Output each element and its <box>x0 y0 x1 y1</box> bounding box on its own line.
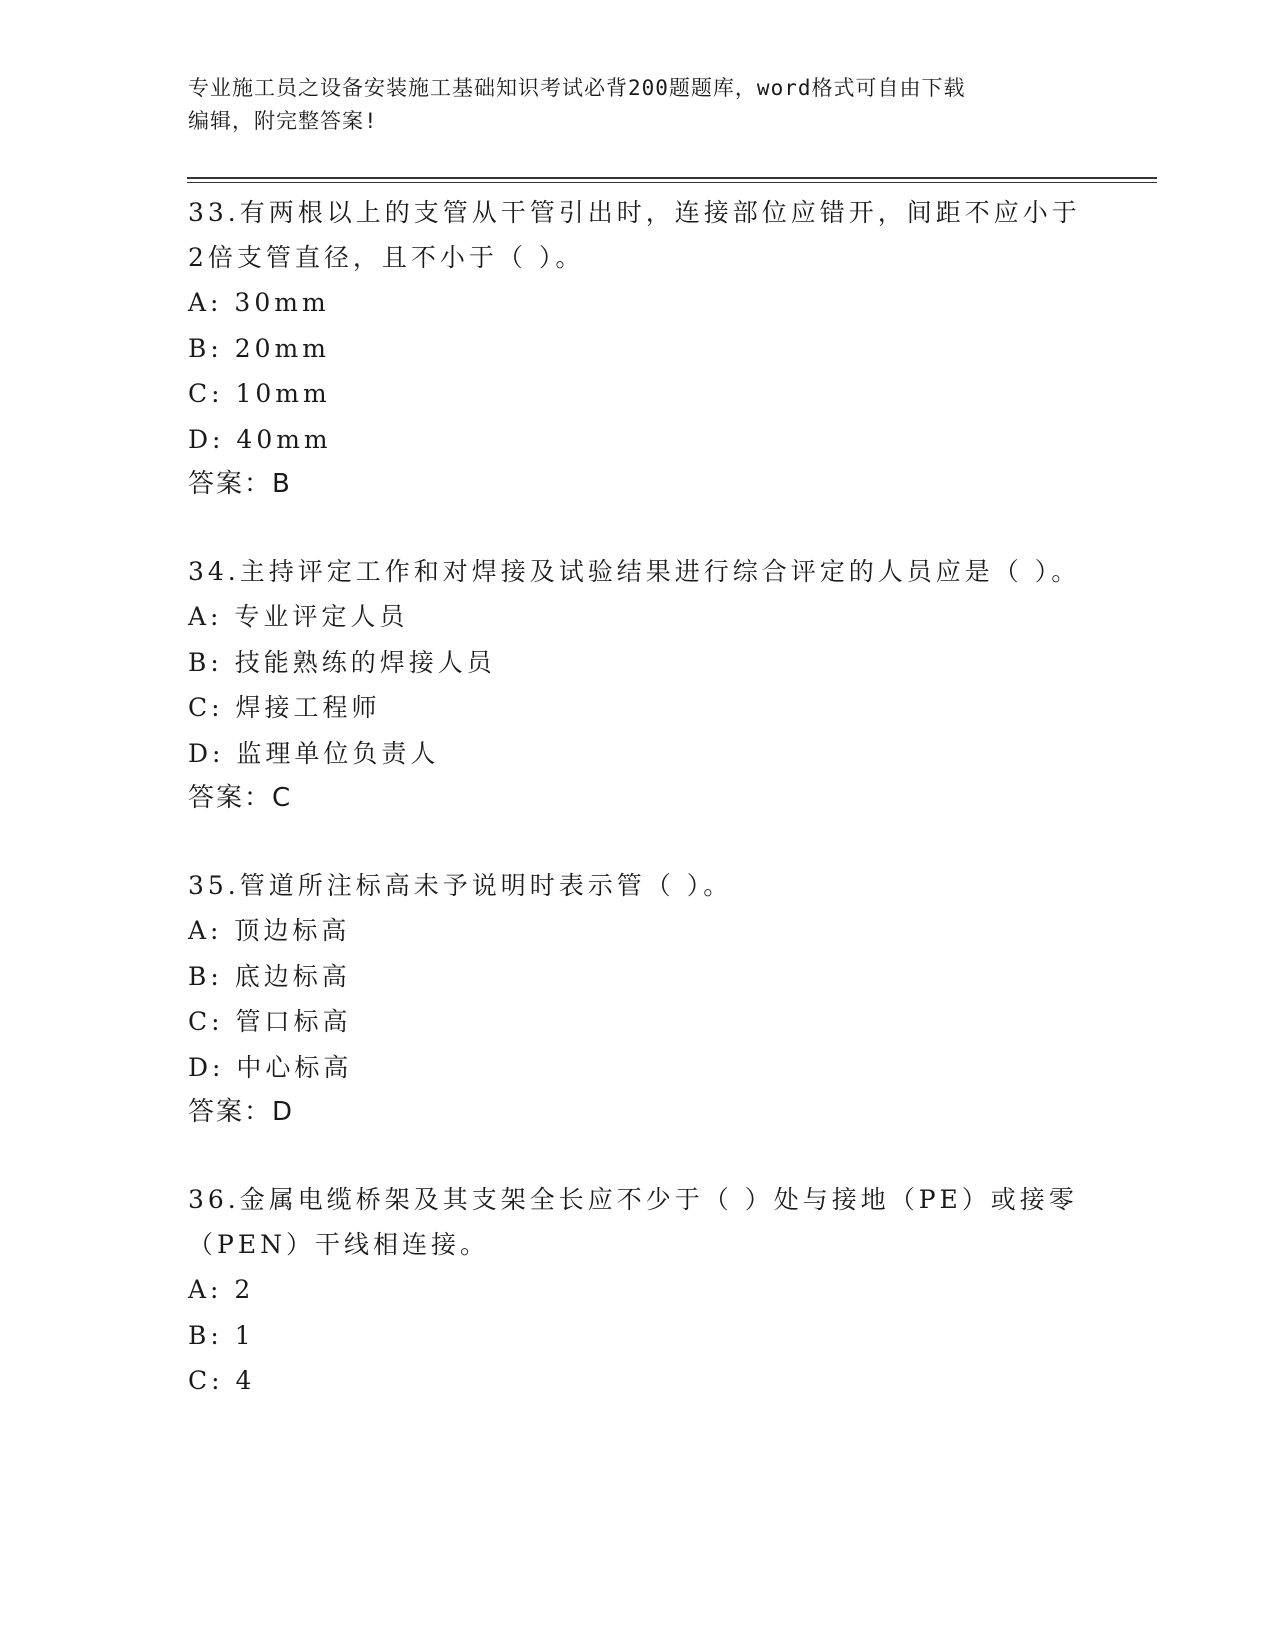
question-stem: 35.管道所注标高未予说明时表示管（ ）。 <box>188 871 733 900</box>
header-divider-thick <box>187 177 1157 179</box>
option-c: C: 10mm <box>188 379 331 408</box>
document-header <box>188 72 1068 138</box>
answer-text: 答案：B <box>188 469 292 499</box>
option-a: A: 30mm <box>188 288 330 317</box>
header-line-1: 专业施工员之设备安装施工基础知识考试必背200题题库，word格式可自由下载 <box>188 76 966 100</box>
question-stem: 33.有两根以上的支管从干管引出时，连接部位应错开，间距不应小于2倍支管直径，且不小于（ ）。 <box>188 198 1081 272</box>
option-a: A: 2 <box>188 1275 255 1304</box>
option-c: C: 焊接工程师 <box>188 693 381 722</box>
option-c: C: 管口标高 <box>188 1007 352 1036</box>
option-d: D: 40mm <box>188 424 332 454</box>
option-d: D: 中心标高 <box>188 1052 353 1082</box>
question-34 <box>188 549 1088 821</box>
question-35 <box>188 863 1088 1135</box>
header-divider-thin <box>187 182 1157 183</box>
answer-text: 答案：C <box>188 783 293 813</box>
question-33 <box>188 190 1088 507</box>
header-line-2: 编辑，附完整答案! <box>188 109 378 133</box>
option-b: B: 20mm <box>188 333 330 363</box>
question-spacer <box>188 507 1088 549</box>
question-stem: 36.金属电缆桥架及其支架全长应不少于（ ）处与接地（PE）或接零（PEN）干线相连接。 <box>188 1185 1078 1259</box>
question-stem: 34.主持评定工作和对焊接及试验结果进行综合评定的人员应是（ ）。 <box>188 557 1081 586</box>
option-c: C: 4 <box>188 1366 256 1395</box>
option-b: B: 底边标高 <box>188 961 351 991</box>
question-36 <box>188 1177 1088 1404</box>
option-d: D: 监理单位负责人 <box>188 738 440 768</box>
option-b: B: 技能熟练的焊接人员 <box>188 647 496 677</box>
answer-text: 答案：D <box>188 1097 295 1127</box>
option-b: B: 1 <box>188 1320 255 1350</box>
question-spacer <box>188 821 1088 863</box>
question-list <box>188 190 1088 1404</box>
question-spacer <box>188 1135 1088 1177</box>
option-a: A: 专业评定人员 <box>188 602 409 631</box>
option-a: A: 顶边标高 <box>188 916 351 945</box>
